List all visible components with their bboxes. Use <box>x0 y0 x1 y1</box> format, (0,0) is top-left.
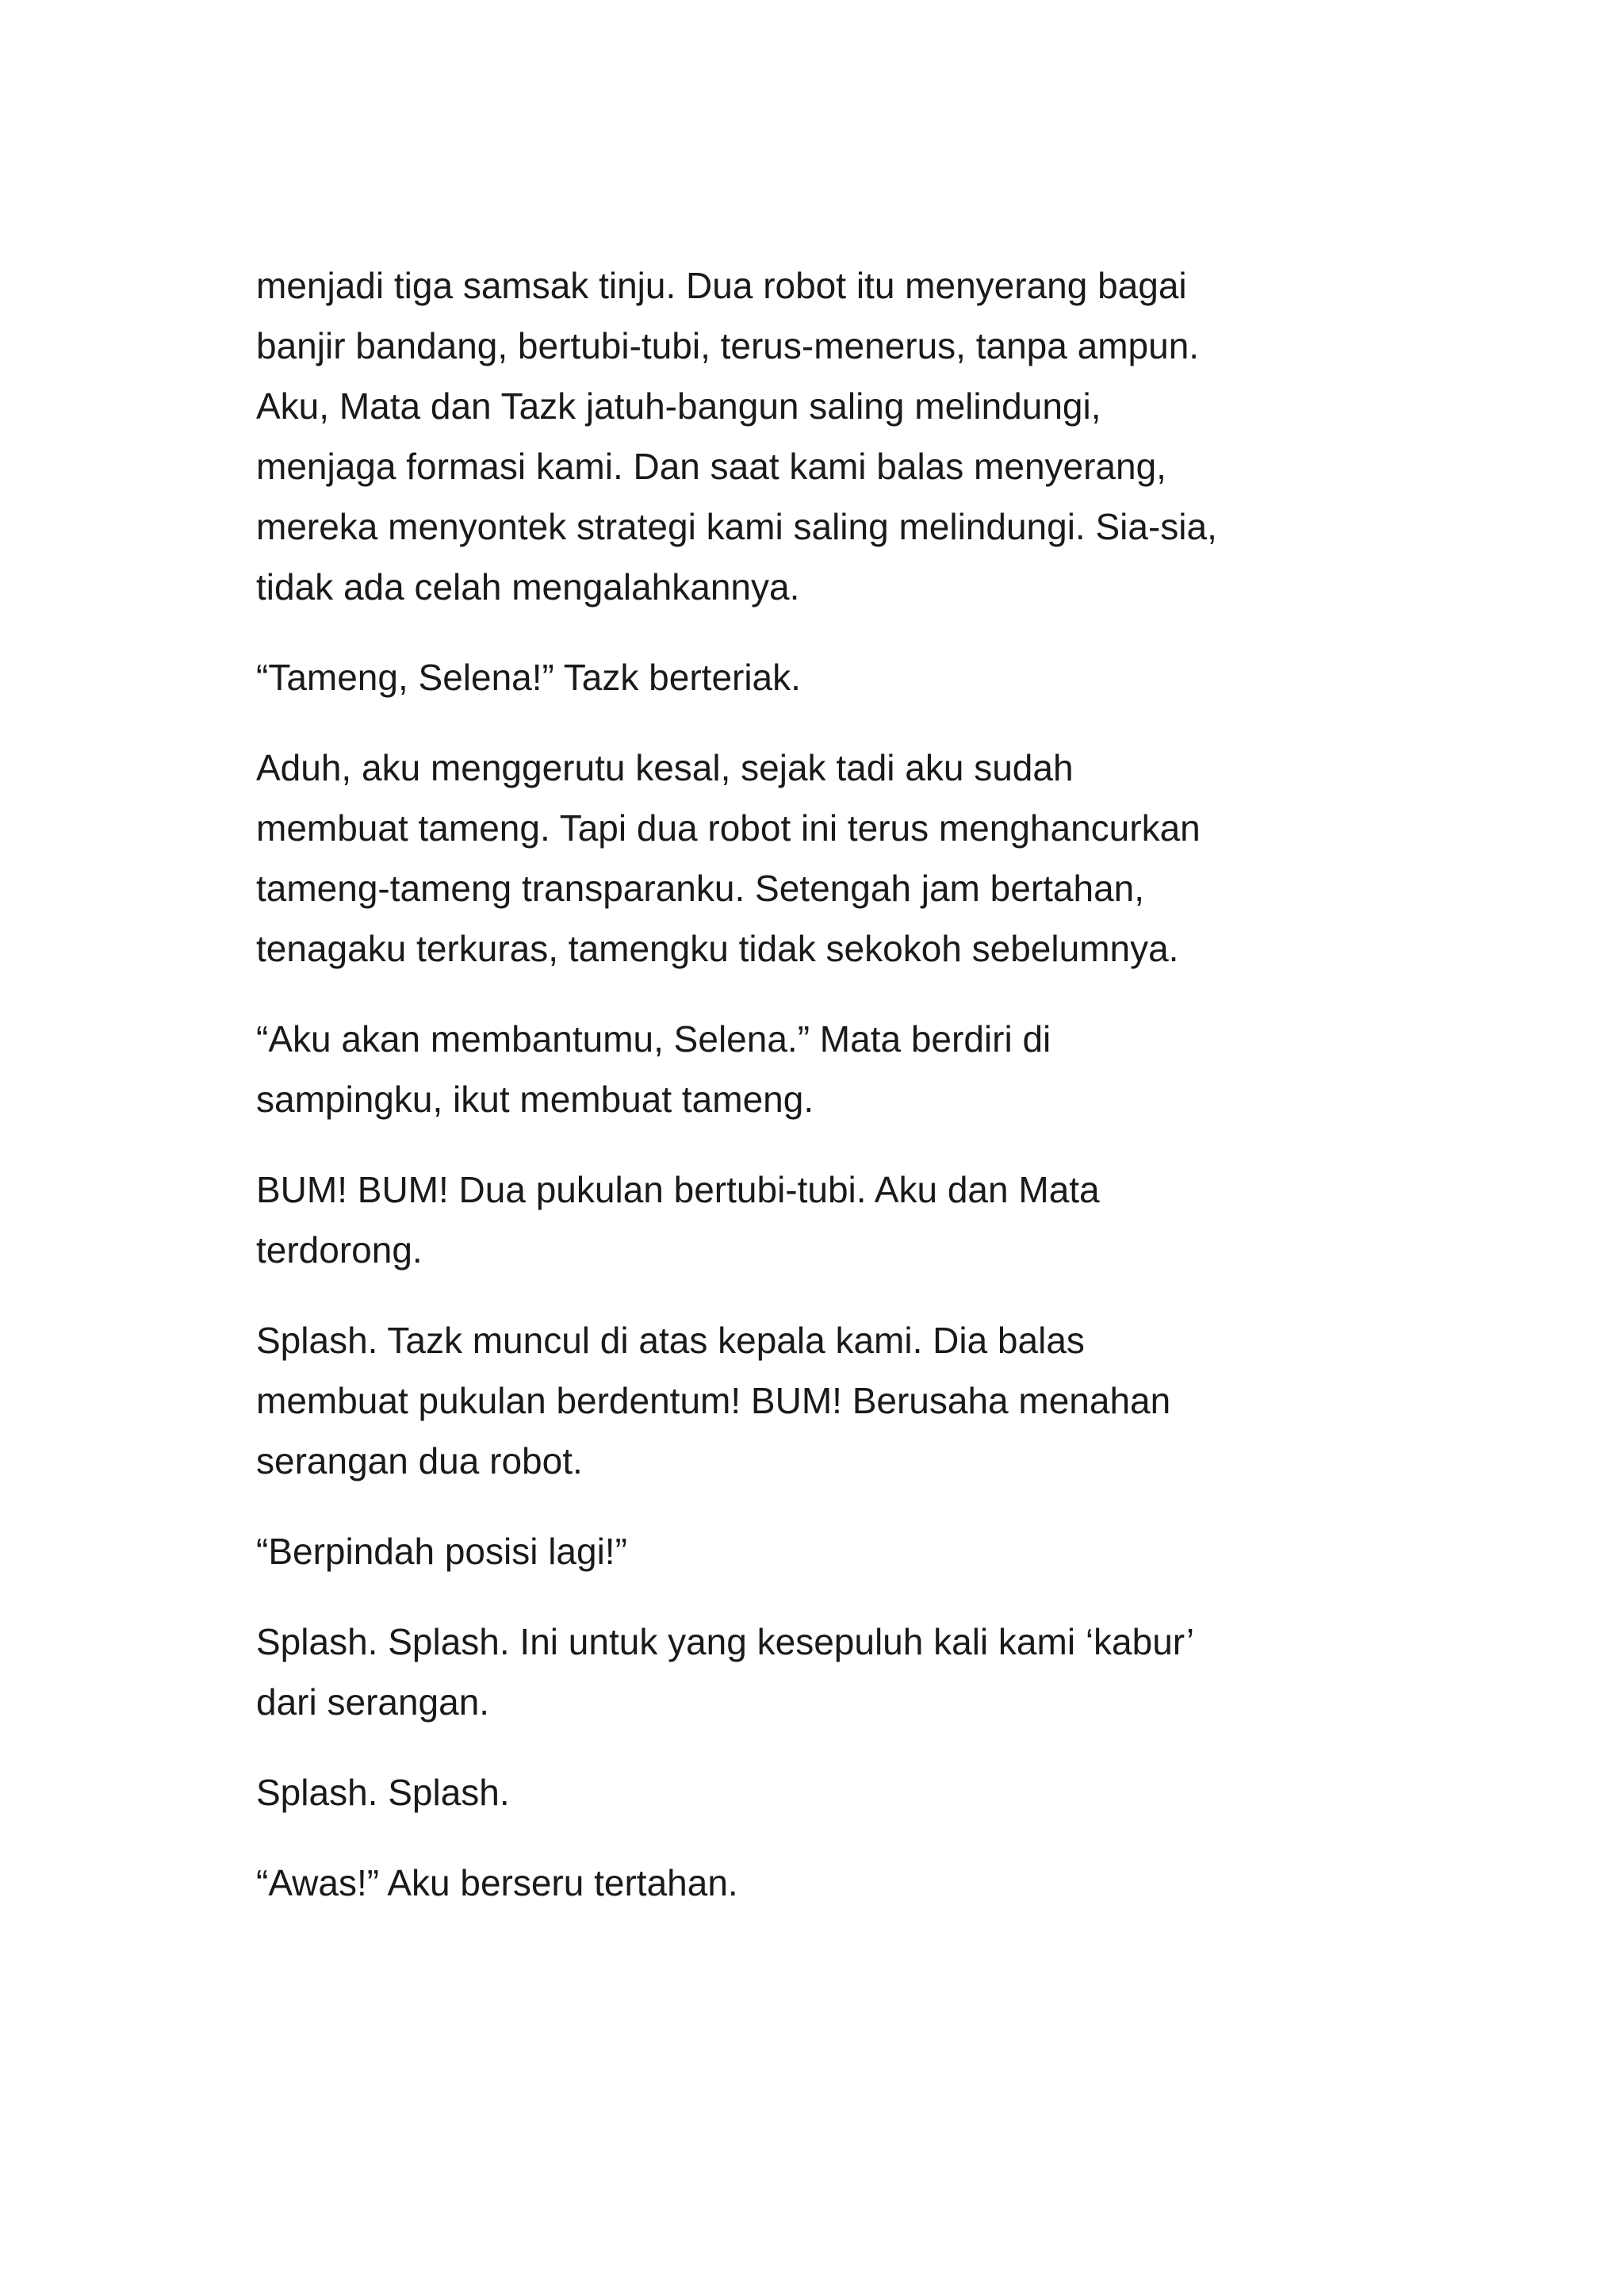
text-line: sampingku, ikut membuat tameng. <box>256 1079 814 1120</box>
paragraph-8 <box>256 1612 1382 1732</box>
text-line: “Aku akan membantumu, Selena.” Mata berdiri di <box>256 1018 1051 1060</box>
body-text <box>256 255 1382 1943</box>
paragraph-2 <box>256 647 1382 707</box>
text-line: mereka menyontek strategi kami saling melindungi. Sia-sia, <box>256 506 1217 547</box>
paragraph-6 <box>256 1310 1382 1491</box>
text-line: tenagaku terkuras, tamengku tidak sekokoh sebelumnya. <box>256 928 1179 969</box>
text-line: tidak ada celah mengalahkannya. <box>256 566 800 608</box>
text-line: Aku, Mata dan Tazk jatuh-bangun saling melindungi, <box>256 385 1101 427</box>
text-line: banjir bandang, bertubi-tubi, terus-menerus, tanpa ampun. <box>256 325 1200 366</box>
text-line: tameng-tameng transparanku. Setengah jam bertahan, <box>256 868 1145 909</box>
text-line: Aduh, aku menggerutu kesal, sejak tadi aku sudah <box>256 747 1074 788</box>
text-line: “Awas!” Aku berseru tertahan. <box>256 1862 738 1903</box>
text-line: Splash. Tazk muncul di atas kepala kami. Dia balas <box>256 1320 1085 1361</box>
paragraph-4 <box>256 1009 1382 1129</box>
text-line: membuat pukulan berdentum! BUM! Berusaha menahan <box>256 1380 1171 1421</box>
text-line: Splash. Splash. <box>256 1772 510 1813</box>
text-line: menjaga formasi kami. Dan saat kami balas menyerang, <box>256 446 1166 487</box>
paragraph-10 <box>256 1853 1382 1913</box>
text-line: BUM! BUM! Dua pukulan bertubi-tubi. Aku dan Mata <box>256 1169 1100 1210</box>
text-line: terdorong. <box>256 1229 423 1271</box>
text-line: “Berpindah posisi lagi!” <box>256 1531 627 1572</box>
paragraph-1 <box>256 255 1382 617</box>
paragraph-7 <box>256 1521 1382 1581</box>
text-line: serangan dua robot. <box>256 1440 583 1481</box>
text-line: Splash. Splash. Ini untuk yang kesepuluh kali kami ‘kabur’ <box>256 1621 1195 1662</box>
paragraph-5 <box>256 1159 1382 1280</box>
paragraph-9 <box>256 1762 1382 1823</box>
text-line: “Tameng, Selena!” Tazk berteriak. <box>256 657 801 698</box>
text-line: menjadi tiga samsak tinju. Dua robot itu menyerang bagai <box>256 265 1187 306</box>
text-line: membuat tameng. Tapi dua robot ini terus menghancurkan <box>256 807 1201 849</box>
text-line: dari serangan. <box>256 1681 490 1723</box>
paragraph-3 <box>256 738 1382 979</box>
